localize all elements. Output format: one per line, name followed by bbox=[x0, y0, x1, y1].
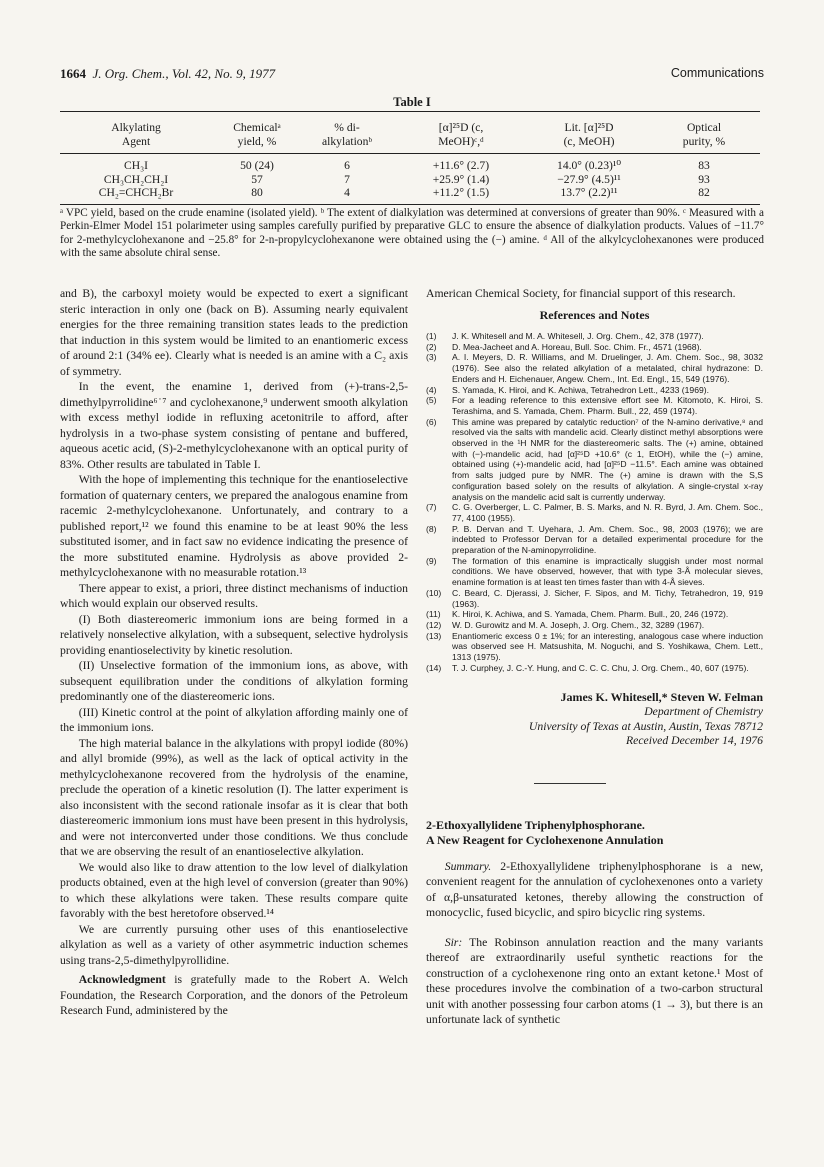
section-divider bbox=[534, 783, 606, 784]
reference-item: (2) D. Mea-Jacheet and A. Horeau, Bull. Soc. Chim. Fr., 4571 (1968). bbox=[426, 341, 702, 352]
table-cell: 14.0° (0.23)¹⁰ bbox=[557, 159, 621, 172]
col-header-agent: Alkylating Agent bbox=[111, 121, 161, 148]
reference-item: (10) C. Beard, C. Djerassi, J. Sicher, F. Sipos, and M. Tichy, Tetrahedron, 19, 919 (1963). bbox=[426, 587, 763, 609]
paragraph: and B), the carboxyl moiety would be expected to exert a significant steric interaction in only one (back on B). Assuming nearly equivalent energies for the three remaining transition states leads to the prediction that induction in this system would be limited to an enantiomeric excess of around 2:1 (34% ee). Clearly what is needed is an amine with a C₂ axis of symmetry. bbox=[60, 287, 408, 378]
reference-item: (3) A. I. Meyers, D. R. Williams, and M. Druelinger, J. Am. Chem. Soc., 98, 3032 (1976). See also the related alkylation of a metalated, chiral hydrazone: D. Enders and H. Eichenauer, Angew. Chem., Int. Ed. Engl., 15, 549 (1976). bbox=[426, 352, 763, 384]
table-cell: 50 (24) bbox=[240, 159, 274, 172]
university: University of Texas at Austin, Austin, Texas 78712 bbox=[528, 719, 763, 733]
page-journal-line bbox=[60, 66, 275, 82]
table-row bbox=[60, 173, 760, 187]
references-heading: References and Notes bbox=[539, 307, 650, 322]
sir-paragraph: Sir: The Robinson annulation reaction and the many variants thereof are extraordinarily useful synthetic reactions for the construction of a cyclohexenone ring onto an extant ketone.¹ Most of these procedures involve the combination of a two-carbon structural unit with another possessing four carbon atoms (1 → 3), but there is an unfortunate lack of synthetic bbox=[426, 935, 763, 1026]
acknowledgment-lead: Acknowledgment bbox=[78, 973, 166, 986]
table-cell: 80 bbox=[251, 186, 263, 199]
table-cell: 57 bbox=[251, 172, 263, 186]
col-header-rotation: [α]²⁵D (c, MeOH)ᶜ,ᵈ bbox=[438, 121, 484, 148]
table-cell: 6 bbox=[344, 159, 350, 172]
table-cell: +25.9° (1.4) bbox=[432, 172, 490, 186]
col-header-lit-rotation: Lit. [α]²⁵D (c, MeOH) bbox=[563, 121, 615, 148]
table-cell: −27.9° (4.5)¹¹ bbox=[557, 172, 621, 186]
table-cell: 82 bbox=[698, 186, 710, 199]
table-header-row bbox=[60, 112, 760, 154]
reference-item: (8) P. B. Dervan and T. Uyehara, J. Am. Chem. Soc., 98, 2003 (1976); we are indebted to Professor Dervan for a detailed experimental procedure for the preparation of the N-aminopyrrolidine. bbox=[426, 523, 763, 556]
results-table bbox=[60, 111, 760, 205]
reference-item: (12) W. D. Gurowitz and M. A. Joseph, J. Org. Chem., 32, 3289 (1967). bbox=[426, 619, 705, 630]
table-cell: CH₂=CHCH₂Br bbox=[98, 186, 174, 199]
journal-citation: J. Org. Chem., Vol. 42, No. 9, 1977 bbox=[92, 66, 276, 81]
table-row bbox=[60, 159, 760, 173]
reference-item: (1) J. K. Whitesell and M. A. Whitesell, J. Org. Chem., 42, 378 (1977). bbox=[426, 331, 704, 341]
table-body bbox=[60, 154, 760, 204]
acknowledgment-text: is gratefully made to the Robert A. Welch Foundation, the Research Corporation, and the donors of the Petroleum Research Fund, administered by the bbox=[60, 973, 408, 1017]
reference-item: (7) C. G. Overberger, L. C. Palmer, B. S. Marks, and N. R. Byrd, J. Am. Chem. Soc., 77, 4100 (1955). bbox=[426, 502, 763, 523]
paragraph: (II) Unselective formation of the immonium ions, as above, with subsequent equilibration under the conditions of alkylation forming predominantly one of the diastereomeric ions. bbox=[60, 659, 408, 703]
summary-paragraph: Summary. 2-Ethoxyallylidene triphenylphosphorane is a new, convenient reagent for the annulation of cyclohexenones onto a variety of α,β-unsaturated ketones, thereby allowing the construction of monocyclic, fused bicyclic, and spiro bicyclic ring systems. bbox=[426, 859, 763, 919]
paragraph: (III) Kinetic control at the point of alkylation affording mainly one of the immonium ions. bbox=[60, 705, 408, 734]
reference-item: (13) Enantiomeric excess 0 ± 1%; for an interesting, analogous case where induction was observed see H. Matsushita, M. Noguchi, and S. Yoshikawa, Chem. Lett., 1313 (1975). bbox=[426, 630, 763, 663]
table-cell: CH₃I bbox=[123, 159, 148, 172]
table-cell: 83 bbox=[698, 159, 710, 172]
paragraph: We would also like to draw attention to the low level of dialkylation products obtained, even at the high level of conversion (greater than 90%) to which these alkylations were taken. These results compare quite favorably with the best heretofore observed.¹⁴ bbox=[60, 860, 408, 920]
paragraph: With the hope of implementing this technique for the enantioselective formation of quaternary centers, we prepared the analogous enamine from racemic 2-methylcyclohexanone. Unfortunately, and contrary to a published report,¹² we found this enamine to be at least 90% the less substituted isomer, and in fact saw no evidence indicating the presence of the more substituted enamine. Hydrolysis as above provided 2-methylcyclohexanone with no measurable rotation.¹³ bbox=[60, 473, 408, 579]
reference-item: (9) The formation of this enamine is impractically sluggish under most normal conditions. We have observed, however, that with type 3-Å molecular sieves, enamine formation is at least ten times faster than with 4-Å sieves. bbox=[426, 555, 763, 588]
references-list bbox=[426, 331, 763, 674]
reference-item: (14) T. J. Curphey, J. C.-Y. Hung, and C. C. C. Chu, J. Org. Chem., 40, 607 (1975). bbox=[426, 662, 749, 673]
table-cell: +11.2° (1.5) bbox=[432, 186, 490, 199]
table-caption: Table I bbox=[393, 95, 431, 109]
reference-item: (11) K. Hiroi, K. Achiwa, and S. Yamada, Chem. Pharm. Bull., 20, 246 (1972). bbox=[426, 609, 729, 620]
reference-item: (6) This amine was prepared by catalytic reduction⁷ of the N-amino derivative,⁸ and resolved via the salts with mandelic acid. Clearly distinct methyl absorptions were observed in the ¹H NMR for the diastereomeric salts. The (+) amine, obtained with (−)-mandelic acid, had [α]²⁵D +10.6° (c 1, EtOH), while the (−) amine, obtained using (+)-mandelic acid, had [α]²⁵D −11.5°. Each amine was obtained from salts judged pure by NMR. The (+) amine is drawn with the S,S configuration based solely on the results of alkylation. A single-crystal x-ray analysis on the mandelic acid salt is currently underway. bbox=[426, 416, 763, 502]
paragraph: There appear to exist, a priori, three distinct mechanisms of induction which would explain our observed results. bbox=[60, 581, 408, 610]
table-cell: CH₃CH₂CH₂I bbox=[103, 172, 169, 186]
running-header bbox=[60, 66, 764, 84]
right-column bbox=[426, 286, 763, 1028]
table-cell: 4 bbox=[344, 186, 350, 199]
new-article-title: 2-Ethoxyallylidene Triphenylphosphorane. A New Reagent for Cyclohexenone Annulation bbox=[426, 817, 664, 847]
affiliation bbox=[426, 705, 763, 749]
paragraph: The high material balance in the alkylations with propyl iodide (80%) and allyl bromide (99%), as well as the lack of optical activity in the methylcyclohexanone recovered from the hydrolysis of the enamine, preclude the operation of a kinetic resolution (I). The latter experiment is also inconsistent with the second rationale insofar as it is clear that both diastereomeric immonium ions must have been present in this hydrolysis, and were not interconverted under those conditions. We thus conclude that we are observing the result of an enantioselective alkylation. bbox=[60, 736, 408, 858]
acknowledgment bbox=[60, 972, 408, 1019]
col-header-yield: Chemicalᵃ yield, % bbox=[233, 121, 281, 148]
paragraph: We are currently pursuing other uses of this enantioselective alkylation as well as a variety of other asymmetric induction schemes using trans-2,5-dimethylpyrollidine. bbox=[60, 922, 408, 967]
paragraph: American Chemical Society, for financial support of this research. bbox=[426, 287, 736, 300]
received-date: Received December 14, 1976 bbox=[626, 734, 763, 747]
section-name: Communications bbox=[670, 66, 764, 80]
department: Department of Chemistry bbox=[644, 705, 763, 718]
col-header-purity: Optical purity, % bbox=[682, 121, 726, 148]
table-footnote: ᵃ VPC yield, based on the crude enamine (isolated yield). ᵇ The extent of dialkylation was determined at conversions of greater than 90%. ᶜ Measured with a Perkin-Elmer Model 151 polarimeter using samples carefully purified by preparative GLC to ensure the absence of dialkylation products. Values of −11.7° for 2-methylcyclohexanone and −25.8° for 2-n-propylcyclohexanone were obtained using the (−) amine. ᵈ All of the alkylcyclohexanones were produced with the same absolute chiral sense. bbox=[60, 207, 764, 260]
reference-item: (4) S. Yamada, K. Hiroi, and K. Achiwa, Tetrahedron Lett., 4233 (1969). bbox=[426, 384, 710, 395]
table-cell: 7 bbox=[344, 172, 350, 186]
author-line: James K. Whitesell,* Steven W. Felman bbox=[560, 689, 763, 704]
table-row bbox=[60, 186, 760, 200]
table-cell: +11.6° (2.7) bbox=[432, 159, 490, 172]
col-header-dialkylation: % di- alkylationᵇ bbox=[322, 121, 372, 148]
left-column bbox=[60, 286, 408, 1019]
paragraph: In the event, the enamine 1, derived from (+)-trans-2,5-dimethylpyrrolidine⁶˙⁷ and cyclohexanone,⁹ underwent smooth alkylation with excess methyl iodide in refluxing acetonitrile to afford, after hydrolysis in a two-phase system consisting of pentane and buffered, aqueous acetic acid, (S)-2-methylcyclohexanone with an optical purity of 83%. Other results are tabulated in Table I. bbox=[60, 380, 408, 471]
paragraph: (I) Both diastereomeric immonium ions are being formed in a relatively nonselective alkylation, with a subsequent, selective hydrolysis providing enantioselectivity by kinetic resolution. bbox=[60, 612, 408, 657]
page-number: 1664 bbox=[60, 66, 86, 81]
table-cell: 93 bbox=[698, 172, 710, 186]
reference-item: (5) For a leading reference to this extensive effort see M. Kitomoto, K. Hiroi, S. Terashima, and S. Yamada, Chem. Pharm. Bull., 22, 459 (1974). bbox=[426, 395, 763, 416]
table-cell: 13.7° (2.2)¹¹ bbox=[560, 186, 618, 199]
